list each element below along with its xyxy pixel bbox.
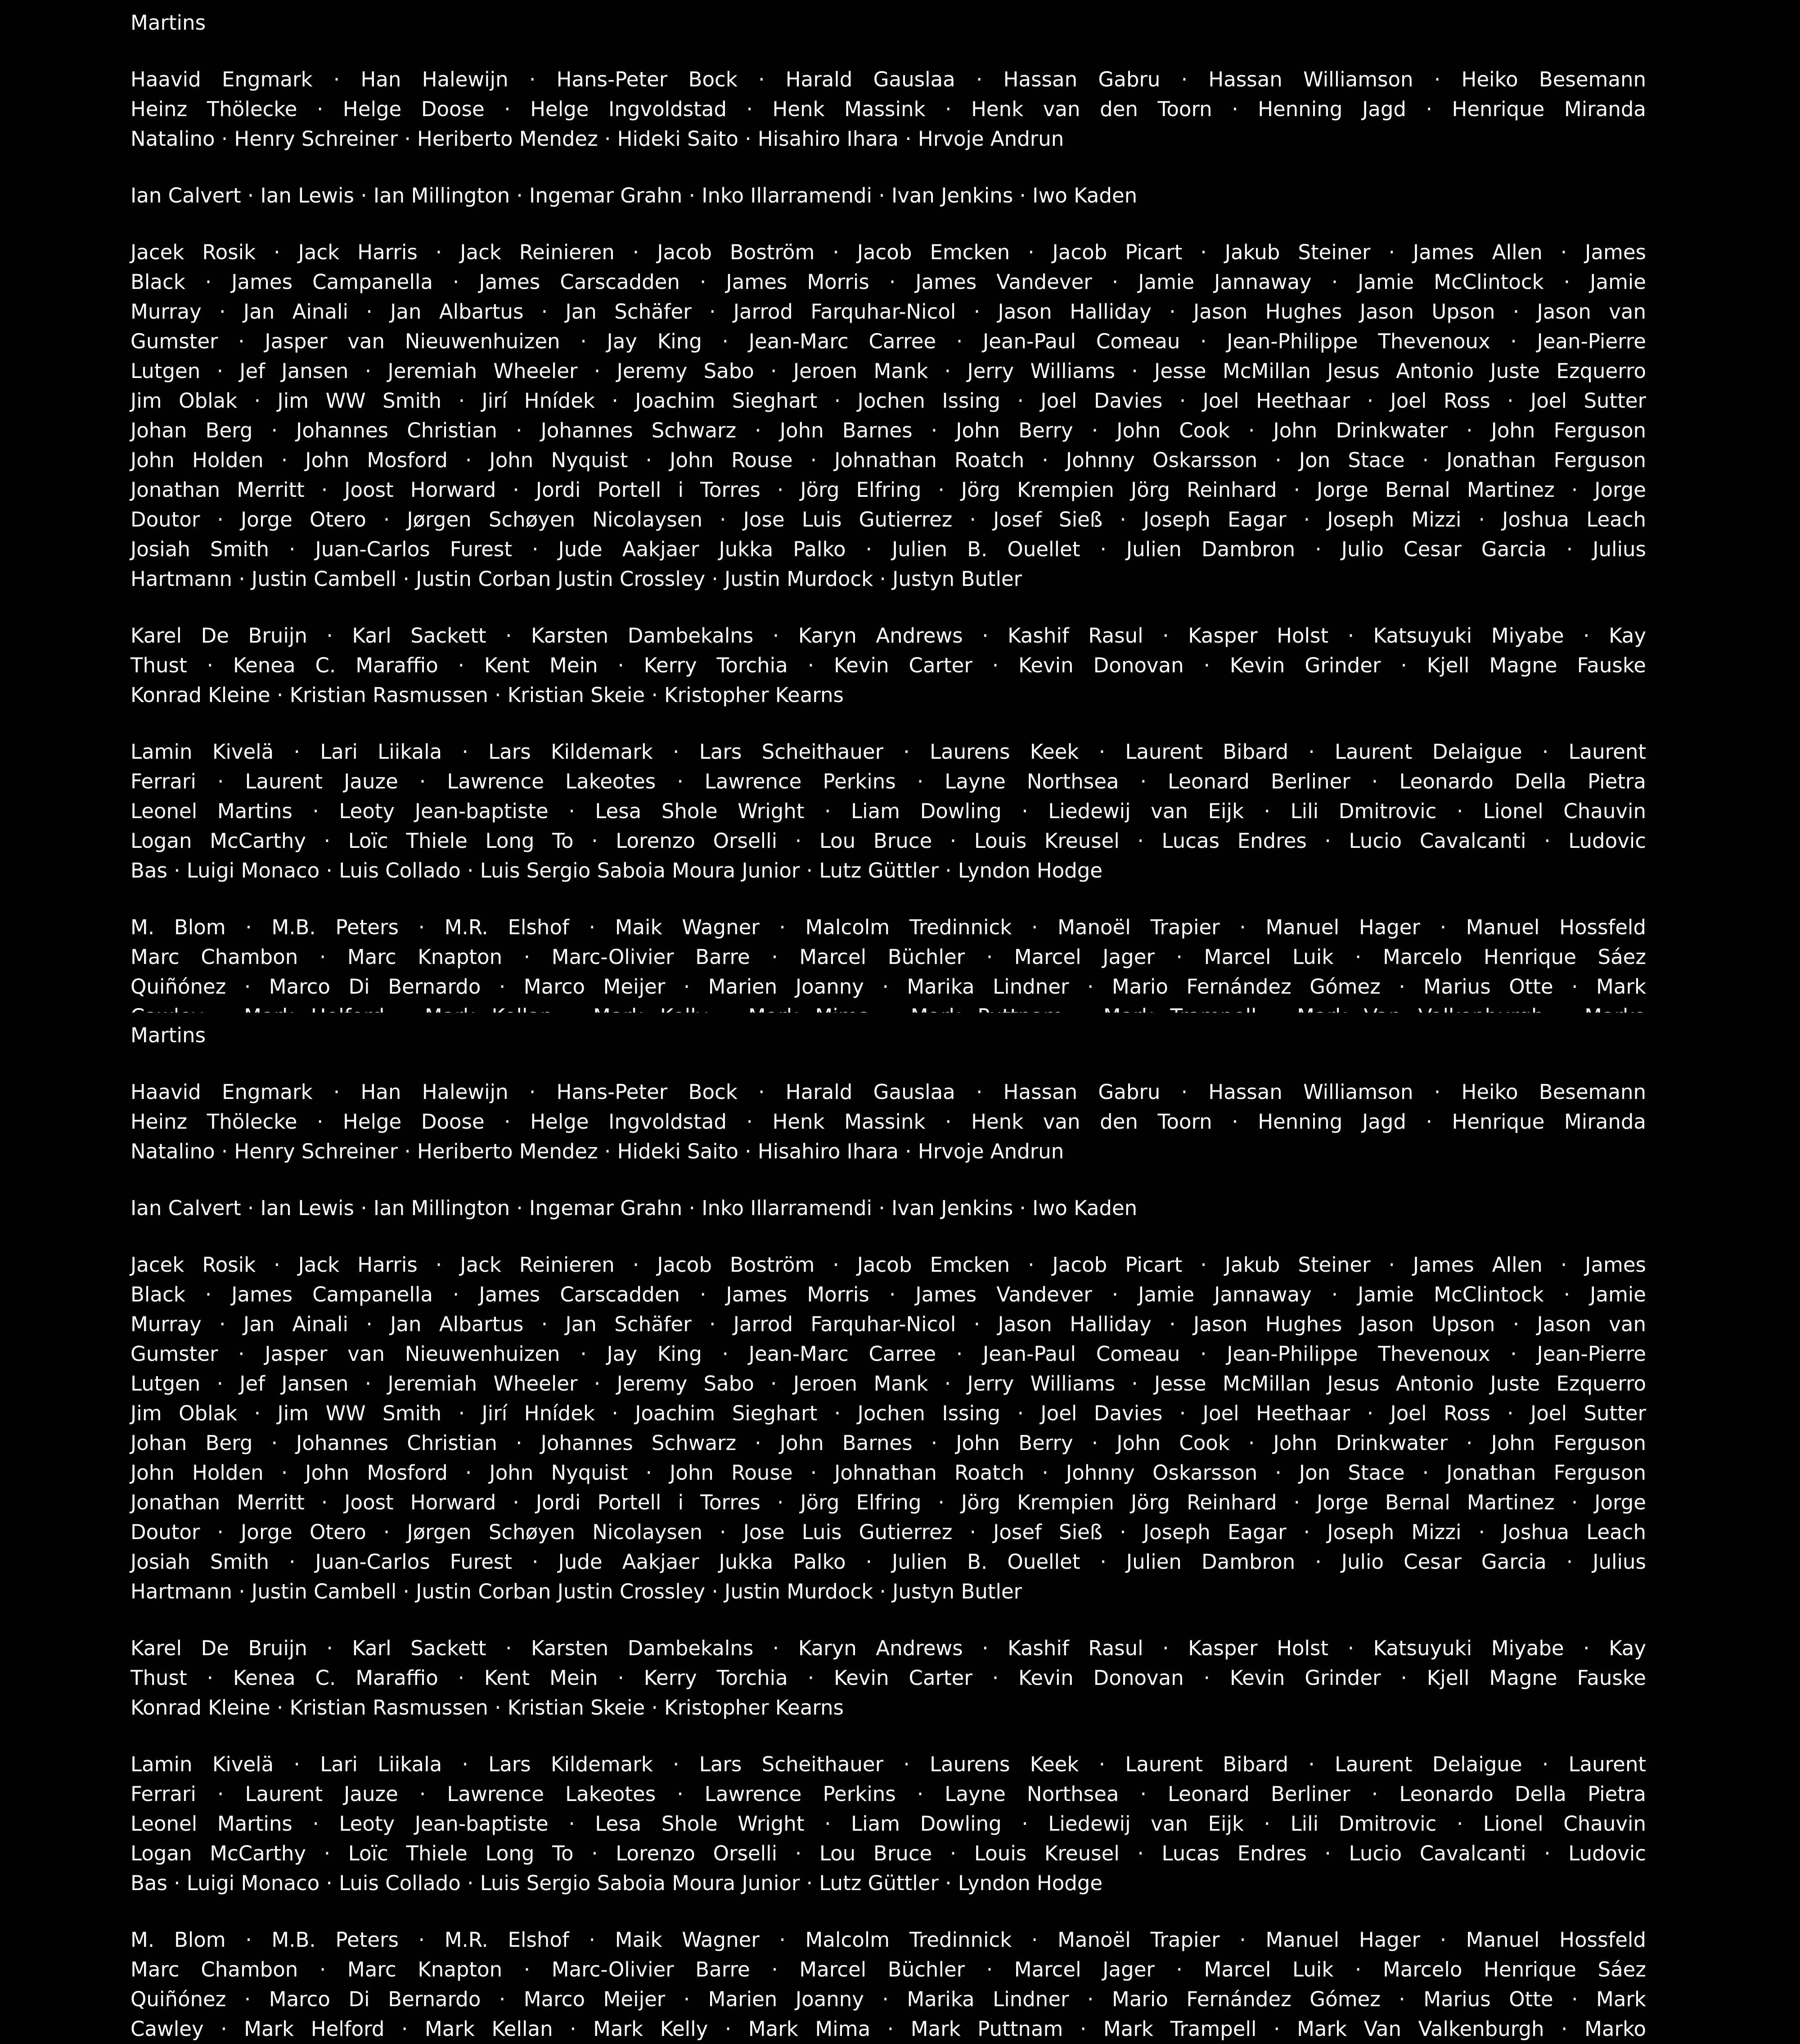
credits-line: Bas · Luigi Monaco · Luis Collado · Luis Sergio Saboia Moura Junior · Lutz Güttler · Lyndon Hodge (130, 1871, 1103, 1895)
credits-line: Lutgen · Jef Jansen · Jeremiah Wheeler · Jeremy Sabo · Jeroen Mank · Jerry Williams · Jesse McMillan Jesus Antonio Juste Ezquerro (130, 359, 1646, 383)
credits-line: Quiñónez · Marco Di Bernardo · Marco Meijer · Marien Joanny · Marika Lindner · Mario Fernández Gómez · Marius Otte · Mark (130, 975, 1646, 999)
credits-line: Konrad Kleine · Kristian Rasmussen · Kristian Skeie · Kristopher Kearns (130, 1696, 844, 1720)
paragraph-l-names (130, 737, 1646, 886)
credits-screen-copy-1 (0, 0, 1800, 1013)
credits-line: Karel De Bruijn · Karl Sackett · Karsten Dambekalns · Karyn Andrews · Kashif Rasul · Kasper Holst · Katsuyuki Miyabe · Kay (130, 1636, 1646, 1660)
credits-line: Ferrari · Laurent Jauze · Lawrence Lakeotes · Lawrence Perkins · Layne Northsea · Leonard Berliner · Leonardo Della Pietra (130, 1782, 1646, 1806)
credits-line: Cawley · Mark Helford · Mark Kellan · Mark Kelly · Mark Mima · Mark Puttnam · Mark Trampell · Mark Van Valkenburgh · Marko (130, 2017, 1646, 2041)
credits-line: Leonel Martins · Leoty Jean-baptiste · Lesa Shole Wright · Liam Dowling · Liedewij van Eijk · Lili Dmitrovic · Lionel Chauvin (130, 799, 1646, 823)
credits-line: John Holden · John Mosford · John Nyquist · John Rouse · Johnathan Roatch · Johnny Oskarsson · Jon Stace · Jonathan Ferguson (130, 1461, 1646, 1485)
credits-line: Josiah Smith · Juan-Carlos Furest · Jude Aakjaer Jukka Palko · Julien B. Ouellet · Julien Dambron · Julio Cesar Garcia · Julius (130, 537, 1646, 561)
paragraph-j-names (130, 238, 1646, 594)
credits-line: Jacek Rosik · Jack Harris · Jack Reinieren · Jacob Boström · Jacob Emcken · Jacob Picart · Jakub Steiner · James Allen · James (130, 1253, 1646, 1277)
credits-line: Johan Berg · Johannes Christian · Johannes Schwarz · John Barnes · John Berry · John Cook · John Drinkwater · John Ferguson (130, 419, 1646, 442)
credits-line: Johan Berg · Johannes Christian · Johannes Schwarz · John Barnes · John Berry · John Cook · John Drinkwater · John Ferguson (130, 1431, 1646, 1455)
credits-text-block (0, 1013, 1646, 2044)
credits-line: Ferrari · Laurent Jauze · Lawrence Lakeotes · Lawrence Perkins · Layne Northsea · Leonard Berliner · Leonardo Della Pietra (130, 770, 1646, 793)
credits-line: Natalino · Henry Schreiner · Heriberto Mendez · Hideki Saito · Hisahiro Ihara · Hrvoje Andrun (130, 127, 1064, 151)
credits-line: John Holden · John Mosford · John Nyquist · John Rouse · Johnathan Roatch · Johnny Oskarsson · Jon Stace · Jonathan Ferguson (130, 448, 1646, 472)
credits-line: Bas · Luigi Monaco · Luis Collado · Luis Sergio Saboia Moura Junior · Lutz Güttler · Lyndon Hodge (130, 859, 1103, 882)
credits-line: Heinz Thölecke · Helge Doose · Helge Ingvoldstad · Henk Massink · Henk van den Toorn · Henning Jagd · Henrique Miranda (130, 97, 1646, 121)
paragraph-j-names (130, 1250, 1646, 1607)
paragraph-l-names (130, 1750, 1646, 1898)
credits-line: Jacek Rosik · Jack Harris · Jack Reinieren · Jacob Boström · Jacob Emcken · Jacob Picart · Jakub Steiner · James Allen · James (130, 240, 1646, 264)
paragraph-i-names (130, 1193, 1646, 1223)
credits-line: Lutgen · Jef Jansen · Jeremiah Wheeler · Jeremy Sabo · Jeroen Mank · Jerry Williams · Jesse McMillan Jesus Antonio Juste Ezquerro (130, 1372, 1646, 1396)
paragraph-i-names (130, 181, 1646, 211)
credits-line: Haavid Engmark · Han Halewijn · Hans-Peter Bock · Harald Gauslaa · Hassan Gabru · Hassan Williamson · Heiko Besemann (130, 1080, 1646, 1104)
credits-line: Marc Chambon · Marc Knapton · Marc-Olivier Barre · Marcel Büchler · Marcel Jager · Marcel Luik · Marcelo Henrique Sáez (130, 945, 1646, 969)
credits-line: Heinz Thölecke · Helge Doose · Helge Ingvoldstad · Henk Massink · Henk van den Toorn · Henning Jagd · Henrique Miranda (130, 1110, 1646, 1134)
paragraph-k-names (130, 621, 1646, 710)
paragraph-m-continuation (130, 1021, 1646, 1050)
credits-line: Murray · Jan Ainali · Jan Albartus · Jan Schäfer · Jarrod Farquhar-Nicol · Jason Halliday · Jason Hughes Jason Upson · Jason van (130, 1312, 1646, 1336)
credits-line: Hartmann · Justin Cambell · Justin Corban Justin Crossley · Justin Murdock · Justyn Butler (130, 567, 1022, 591)
credits-line: Gumster · Jasper van Nieuwenhuizen · Jay King · Jean-Marc Carree · Jean-Paul Comeau · Jean-Philippe Thevenoux · Jean-Pierre (130, 329, 1646, 353)
credits-line: Jonathan Merritt · Joost Horward · Jordi Portell i Torres · Jörg Elfring · Jörg Krempien Jörg Reinhard · Jorge Bernal Martinez · Jorge (130, 478, 1646, 502)
paragraph-m-continuation (130, 8, 1646, 38)
credits-line: Haavid Engmark · Han Halewijn · Hans-Peter Bock · Harald Gauslaa · Hassan Gabru · Hassan Williamson · Heiko Besemann (130, 68, 1646, 91)
paragraph-k-names (130, 1634, 1646, 1723)
paragraph-h-names (130, 65, 1646, 154)
credits-line: M. Blom · M.B. Peters · M.R. Elshof · Maik Wagner · Malcolm Tredinnick · Manoël Trapier · Manuel Hager · Manuel Hossfeld (130, 915, 1646, 939)
credits-line: Natalino · Henry Schreiner · Heriberto Mendez · Hideki Saito · Hisahiro Ihara · Hrvoje Andrun (130, 1139, 1064, 1163)
credits-line: Jim Oblak · Jim WW Smith · Jirí Hnídek · Joachim Sieghart · Jochen Issing · Joel Davies · Joel Heethaar · Joel Ross · Joel Sutter (130, 389, 1646, 413)
credits-line: Black · James Campanella · James Carscadden · James Morris · James Vandever · Jamie Jannaway · Jamie McClintock · Jamie (130, 270, 1646, 294)
credits-line: Thust · Kenea C. Maraffio · Kent Mein · Kerry Torchia · Kevin Carter · Kevin Donovan · Kevin Grinder · Kjell Magne Fauske (130, 653, 1646, 677)
credits-line: Thust · Kenea C. Maraffio · Kent Mein · Kerry Torchia · Kevin Carter · Kevin Donovan · Kevin Grinder · Kjell Magne Fauske (130, 1666, 1646, 1690)
credits-line: Jim Oblak · Jim WW Smith · Jirí Hnídek · Joachim Sieghart · Jochen Issing · Joel Davies · Joel Heethaar · Joel Ross · Joel Sutter (130, 1401, 1646, 1425)
paragraph-h-names (130, 1077, 1646, 1166)
credits-line: Josiah Smith · Juan-Carlos Furest · Jude Aakjaer Jukka Palko · Julien B. Ouellet · Julien Dambron · Julio Cesar Garcia · Julius (130, 1550, 1646, 1574)
credits-line: Hartmann · Justin Cambell · Justin Corban Justin Crossley · Justin Murdock · Justyn Butler (130, 1580, 1022, 1603)
credits-line: Karel De Bruijn · Karl Sackett · Karsten Dambekalns · Karyn Andrews · Kashif Rasul · Kasper Holst · Katsuyuki Miyabe · Kay (130, 624, 1646, 648)
credits-line: Black · James Campanella · James Carscadden · James Morris · James Vandever · Jamie Jannaway · Jamie McClintock · Jamie (130, 1283, 1646, 1306)
credits-line: Konrad Kleine · Kristian Rasmussen · Kristian Skeie · Kristopher Kearns (130, 683, 844, 707)
credits-line: Quiñónez · Marco Di Bernardo · Marco Meijer · Marien Joanny · Marika Lindner · Mario Fernández Gómez · Marius Otte · Mark (130, 1987, 1646, 2011)
credits-line: Martins (130, 1023, 206, 1047)
credits-line: Jonathan Merritt · Joost Horward · Jordi Portell i Torres · Jörg Elfring · Jörg Krempien Jörg Reinhard · Jorge Bernal Martinez · Jorge (130, 1490, 1646, 1514)
credits-line: Logan McCarthy · Loïc Thiele Long To · Lorenzo Orselli · Lou Bruce · Louis Kreusel · Lucas Endres · Lucio Cavalcanti · Ludovic (130, 1841, 1646, 1865)
credits-line: Murray · Jan Ainali · Jan Albartus · Jan Schäfer · Jarrod Farquhar-Nicol · Jason Halliday · Jason Hughes Jason Upson · Jason van (130, 300, 1646, 324)
credits-line: Logan McCarthy · Loïc Thiele Long To · Lorenzo Orselli · Lou Bruce · Louis Kreusel · Lucas Endres · Lucio Cavalcanti · Ludovic (130, 829, 1646, 853)
credits-line: Marc Chambon · Marc Knapton · Marc-Olivier Barre · Marcel Büchler · Marcel Jager · Marcel Luik · Marcelo Henrique Sáez (130, 1958, 1646, 1981)
credits-line: Leonel Martins · Leoty Jean-baptiste · Lesa Shole Wright · Liam Dowling · Liedewij van Eijk · Lili Dmitrovic · Lionel Chauvin (130, 1812, 1646, 1836)
credits-line: Doutor · Jorge Otero · Jørgen Schøyen Nicolaysen · Jose Luis Gutierrez · Josef Sieß · Joseph Eagar · Joseph Mizzi · Joshua Leach (130, 508, 1646, 531)
credits-text-block (0, 0, 1646, 1031)
credits-line: Ian Calvert · Ian Lewis · Ian Millington · Ingemar Grahn · Inko Illarramendi · Ivan Jenkins · Iwo Kaden (130, 184, 1138, 207)
credits-line: Ian Calvert · Ian Lewis · Ian Millington · Ingemar Grahn · Inko Illarramendi · Ivan Jenkins · Iwo Kaden (130, 1196, 1138, 1220)
credits-line: Lamin Kivelä · Lari Liikala · Lars Kildemark · Lars Scheithauer · Laurens Keek · Laurent Bibard · Laurent Delaigue · Laurent (130, 740, 1646, 764)
credits-line: Doutor · Jorge Otero · Jørgen Schøyen Nicolaysen · Jose Luis Gutierrez · Josef Sieß · Joseph Eagar · Joseph Mizzi · Joshua Leach (130, 1520, 1646, 1544)
credits-line: Gumster · Jasper van Nieuwenhuizen · Jay King · Jean-Marc Carree · Jean-Paul Comeau · Jean-Philippe Thevenoux · Jean-Pierre (130, 1342, 1646, 1366)
paragraph-m-names (130, 1925, 1646, 2044)
credits-line: M. Blom · M.B. Peters · M.R. Elshof · Maik Wagner · Malcolm Tredinnick · Manoël Trapier · Manuel Hager · Manuel Hossfeld (130, 1928, 1646, 1952)
credits-line: Lamin Kivelä · Lari Liikala · Lars Kildemark · Lars Scheithauer · Laurens Keek · Laurent Bibard · Laurent Delaigue · Laurent (130, 1752, 1646, 1776)
credits-screen-copy-2 (0, 1013, 1800, 2041)
credits-line: Martins (130, 11, 206, 35)
